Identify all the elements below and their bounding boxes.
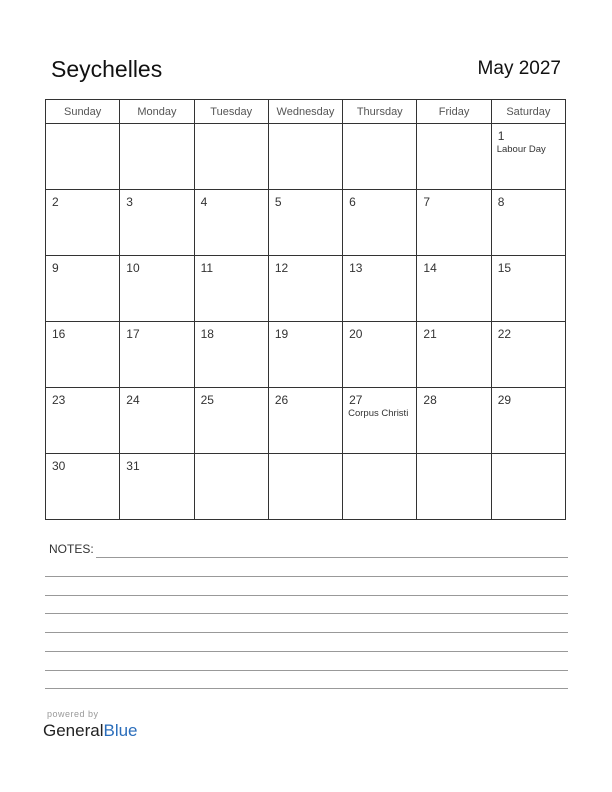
note-line	[45, 688, 568, 689]
note-line	[96, 557, 568, 558]
day-cell	[491, 256, 565, 322]
weekday-thursday: Thursday	[343, 100, 417, 124]
day-number: 15	[497, 261, 512, 275]
day-cell	[120, 322, 194, 388]
note-line	[45, 595, 568, 596]
day-number: 8	[497, 195, 505, 209]
empty-day-cell	[120, 124, 194, 190]
day-cell	[194, 256, 268, 322]
day-number: 2	[52, 195, 59, 209]
empty-day-cell	[194, 124, 268, 190]
day-number: 30	[52, 459, 66, 473]
day-cell	[268, 388, 342, 454]
day-number: 23	[52, 393, 66, 407]
brand-logo[interactable]	[43, 721, 138, 741]
weekday-monday: Monday	[120, 100, 194, 124]
empty-day-cell	[268, 124, 342, 190]
week-row	[46, 190, 566, 256]
day-number: 5	[274, 195, 282, 209]
day-number: 17	[126, 327, 140, 341]
day-cell	[46, 454, 120, 520]
holiday-label: Corpus Christi	[348, 408, 409, 419]
day-number: 25	[200, 393, 214, 407]
calendar-grid	[45, 99, 566, 520]
notes-label: NOTES:	[49, 542, 94, 556]
day-cell	[46, 388, 120, 454]
week-row	[46, 454, 566, 520]
note-line	[45, 576, 568, 577]
day-number: 7	[423, 195, 431, 209]
day-cell	[343, 256, 417, 322]
day-number: 4	[200, 195, 208, 209]
day-number: 9	[52, 261, 59, 275]
day-number: 24	[126, 393, 140, 407]
week-row	[46, 388, 566, 454]
day-number: 21	[423, 327, 437, 341]
weekday-sunday: Sunday	[46, 100, 120, 124]
day-cell	[268, 256, 342, 322]
day-cell	[46, 190, 120, 256]
note-line	[45, 632, 568, 633]
day-cell	[120, 190, 194, 256]
day-number: 28	[423, 393, 437, 407]
empty-day-cell	[46, 124, 120, 190]
day-cell	[417, 322, 491, 388]
day-cell	[194, 190, 268, 256]
day-number: 6	[349, 195, 356, 209]
day-cell	[46, 256, 120, 322]
day-number: 27	[349, 393, 363, 407]
day-cell	[194, 388, 268, 454]
brand-blue: Blue	[103, 721, 138, 740]
day-cell	[491, 124, 565, 190]
week-row	[46, 124, 566, 190]
weekday-tuesday: Tuesday	[194, 100, 268, 124]
day-number: 20	[349, 327, 363, 341]
day-number: 31	[126, 459, 140, 473]
week-row	[46, 256, 566, 322]
country-title: Seychelles	[51, 56, 163, 82]
day-cell	[120, 454, 194, 520]
weekday-header-row	[46, 100, 566, 124]
empty-day-cell	[417, 124, 491, 190]
empty-day-cell	[268, 454, 342, 520]
month-year-title: May 2027	[477, 58, 561, 79]
day-cell	[120, 388, 194, 454]
day-cell	[343, 322, 417, 388]
note-line	[45, 670, 568, 671]
day-number: 18	[200, 327, 214, 341]
brand-general: General	[43, 721, 104, 740]
day-number: 29	[497, 393, 512, 407]
note-line	[45, 613, 568, 614]
day-cell	[194, 322, 268, 388]
day-number: 13	[349, 261, 363, 275]
day-cell	[268, 322, 342, 388]
weekday-wednesday: Wednesday	[268, 100, 342, 124]
day-number: 3	[126, 195, 133, 209]
day-cell	[417, 388, 491, 454]
day-number: 11	[200, 261, 214, 275]
day-cell	[343, 190, 417, 256]
day-number: 16	[52, 327, 66, 341]
day-cell	[491, 388, 565, 454]
day-number: 10	[126, 261, 140, 275]
holiday-label: Labour Day	[496, 144, 546, 155]
week-row	[46, 322, 566, 388]
weekday-friday: Friday	[417, 100, 491, 124]
day-number: 19	[274, 327, 289, 341]
weekday-saturday: Saturday	[491, 100, 565, 124]
day-number: 26	[274, 393, 289, 407]
powered-by-text: powered by	[47, 709, 99, 719]
day-cell	[417, 256, 491, 322]
day-number: 1	[497, 129, 505, 143]
note-line	[45, 651, 568, 652]
empty-day-cell	[491, 454, 565, 520]
day-cell	[268, 190, 342, 256]
empty-day-cell	[343, 124, 417, 190]
day-cell	[491, 190, 565, 256]
day-number: 12	[274, 261, 289, 275]
day-cell	[491, 322, 565, 388]
empty-day-cell	[417, 454, 491, 520]
day-cell	[120, 256, 194, 322]
day-cell	[343, 388, 417, 454]
day-cell	[46, 322, 120, 388]
day-number: 22	[497, 327, 512, 341]
empty-day-cell	[343, 454, 417, 520]
day-cell	[417, 190, 491, 256]
day-number: 14	[423, 261, 437, 275]
empty-day-cell	[194, 454, 268, 520]
